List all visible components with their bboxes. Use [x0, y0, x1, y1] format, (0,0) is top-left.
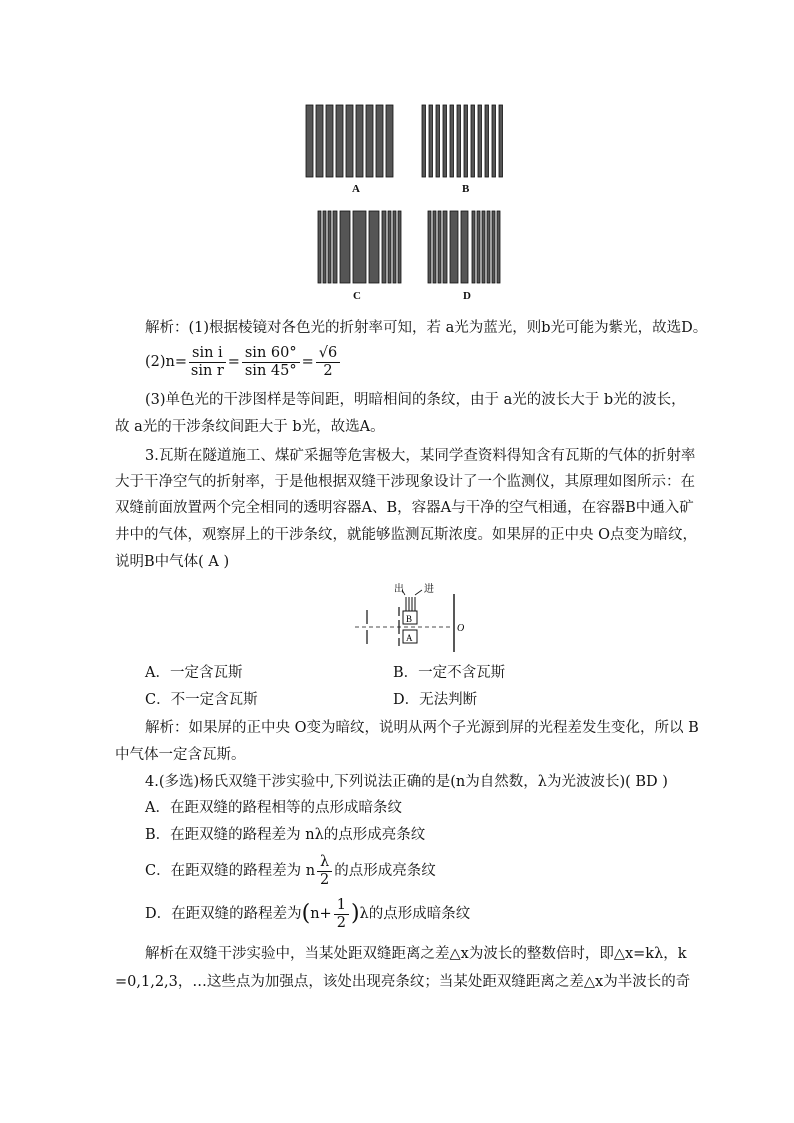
fringe-bar — [422, 105, 426, 177]
fraction-one-half — [334, 897, 349, 932]
fringe-bar — [450, 105, 454, 177]
question3-analysis-line2: 中气体一定含瓦斯。 — [115, 747, 246, 763]
fringe-pattern-b — [422, 105, 503, 177]
question4-option-a: A．在距双缝的路程相等的点形成暗条纹 — [145, 800, 402, 816]
fringe-bar — [487, 211, 490, 283]
fraction-sqrt6-2 — [316, 345, 340, 380]
option-d-prefix: D．在距双缝的路程差为 — [145, 906, 302, 922]
pattern-label-b: B — [462, 183, 470, 195]
fraction-denominator: sin 45° — [244, 362, 297, 379]
fraction-sin-i-r — [189, 345, 226, 380]
label-in: 进 — [424, 584, 434, 595]
double-slit-svg — [350, 580, 470, 655]
fringe-bar — [450, 211, 458, 283]
question4-option-b: B．在距双缝的路程差为 nλ的点形成亮条纹 — [145, 827, 426, 843]
fringe-bar — [461, 211, 468, 283]
fringe-bar — [382, 211, 386, 283]
paren-open: ( — [301, 901, 311, 926]
option-d-inner: n+ — [310, 906, 332, 922]
fringe-bar — [492, 211, 495, 283]
question4-option-c — [145, 852, 715, 892]
fraction-denominator: sin r — [190, 362, 224, 379]
label-container-a: A — [406, 633, 413, 643]
analysis1-line1: 解析：(1)根据棱镜对各色光的折射率可知，若 a光为蓝光，则b光可能为紫光，故选D。 — [145, 320, 708, 336]
equals-sign: = — [301, 354, 314, 370]
fringe-pattern-d — [428, 211, 500, 283]
fraction-numerator: λ — [317, 854, 332, 872]
pattern-label-c: C — [353, 290, 361, 302]
fringe-bar — [323, 211, 326, 283]
option-c: C．不一定含瓦斯 — [145, 692, 258, 708]
fringe-bar — [369, 211, 379, 283]
fringe-bar — [328, 211, 331, 283]
option-d-suffix: λ的点形成暗条纹 — [359, 906, 471, 922]
question3-line5: 说明B中气体( A ) — [115, 554, 230, 570]
fringe-bar — [398, 211, 401, 283]
question3-line4: 井中的气体，观察屏上的干涉条纹，就能够监测瓦斯浓度。如果屏的正中央 O点变为暗纹， — [115, 527, 697, 543]
fringe-pattern-a — [306, 105, 393, 177]
question3-option-row2 — [145, 690, 715, 710]
fringe-bar — [482, 211, 485, 283]
fringe-bar — [388, 211, 391, 283]
fringe-patterns-svg — [300, 100, 510, 305]
fringe-bar — [386, 105, 393, 177]
fringe-bar — [492, 105, 496, 177]
fringe-bar — [340, 211, 350, 283]
label-container-b: B — [406, 614, 413, 624]
fringe-bar — [443, 211, 447, 283]
fringe-bar — [499, 105, 503, 177]
analysis1-line4: 故 a光的干涉条纹间距大于 b光，故选A。 — [115, 419, 385, 435]
fraction-lambda-over-2 — [317, 854, 332, 889]
fringe-bar — [376, 105, 383, 177]
question4-analysis-line1: 解析在双缝干涉实验中，当某处距双缝距离之差△x为波长的整数倍时，即△x=kλ，k — [145, 946, 687, 962]
label-out: 出 — [394, 584, 404, 595]
inlet-arrow — [415, 590, 422, 595]
pattern-label-a: A — [352, 183, 360, 195]
question3-analysis-line1: 解析：如果屏的正中央 O变为暗纹，说明从两个子光源到屏的光程差发生变化，所以 B — [145, 720, 699, 736]
question4-stem: 4.(多选)杨氏双缝干涉实验中,下列说法正确的是(n为自然数，λ为光波波长)( BD ) — [145, 774, 668, 790]
fraction-denominator: 2 — [336, 914, 346, 931]
question3-line3: 双缝前面放置两个完全相同的透明容器A、B，容器A与干净的空气相通，在容器B中通入矿 — [115, 500, 694, 516]
question4-analysis-line2: =0,1,2,3，…这些点为加强点，该处出现亮条纹；当某处距双缝距离之差△x为半波长的奇 — [115, 974, 691, 990]
fringe-bar — [497, 211, 500, 283]
fringe-bar — [318, 211, 321, 283]
pattern-label-d: D — [463, 290, 471, 302]
equals-sign: = — [227, 354, 240, 370]
fringe-bar — [316, 105, 323, 177]
fraction-numerator: sin i — [189, 345, 226, 363]
question3-line2: 大于干净空气的折射率，于是他根据双缝干涉现象设计了一个监测仪，其原理如图所示：在 — [115, 474, 695, 490]
fringe-bar — [346, 105, 353, 177]
question4-option-d — [145, 895, 715, 935]
fringe-bar — [366, 105, 373, 177]
fringe-bar — [336, 105, 343, 177]
fringe-bar — [333, 211, 337, 283]
paren-close: ) — [350, 901, 360, 926]
double-slit-diagram — [350, 580, 470, 655]
analysis1-formula — [145, 343, 715, 383]
fraction-numerator: √6 — [316, 345, 340, 363]
fringe-bar — [471, 105, 475, 177]
fraction-numerator: 1 — [334, 897, 349, 915]
fringe-bar — [477, 211, 480, 283]
fringe-bar — [443, 105, 447, 177]
analysis1-line3: (3)单色光的干涉图样是等间距，明暗相间的条纹，由于 a光的波长大于 b光的波长， — [145, 392, 686, 408]
fringe-bar — [464, 105, 468, 177]
option-b: B．一定不含瓦斯 — [393, 665, 506, 681]
fraction-numerator: sin 60° — [242, 345, 300, 363]
fraction-denominator: 2 — [320, 871, 330, 888]
fringe-bar — [478, 105, 482, 177]
fringe-bar — [428, 211, 431, 283]
question3-option-row1 — [145, 663, 715, 683]
fringe-bar — [485, 105, 489, 177]
option-a: A．一定含瓦斯 — [145, 665, 243, 681]
formula-prefix: (2)n= — [145, 354, 188, 370]
fringe-bar — [353, 211, 366, 283]
fringe-bar — [326, 105, 333, 177]
fringe-bar — [457, 105, 461, 177]
label-point-o: O — [457, 623, 465, 634]
option-c-suffix: 的点形成亮条纹 — [334, 863, 436, 879]
fringe-bar — [306, 105, 313, 177]
question3-line1: 3.瓦斯在隧道施工、煤矿采掘等危害极大，某同学查资料得知含有瓦斯的气体的折射率 — [145, 448, 696, 464]
option-c-prefix: C．在距双缝的路程差为 n — [145, 863, 316, 879]
fringe-bar — [393, 211, 396, 283]
fringe-bar — [436, 105, 440, 177]
fringe-patterns-figure — [300, 100, 510, 305]
fringe-bar — [472, 211, 475, 283]
option-d: D．无法判断 — [393, 692, 478, 708]
fringe-bar — [433, 211, 436, 283]
fringe-pattern-c — [318, 211, 401, 283]
fringe-bar — [356, 105, 363, 177]
fraction-denominator: 2 — [323, 362, 333, 379]
fringe-bar — [429, 105, 433, 177]
fringe-bar — [438, 211, 441, 283]
fraction-sin-60-45 — [242, 345, 300, 380]
